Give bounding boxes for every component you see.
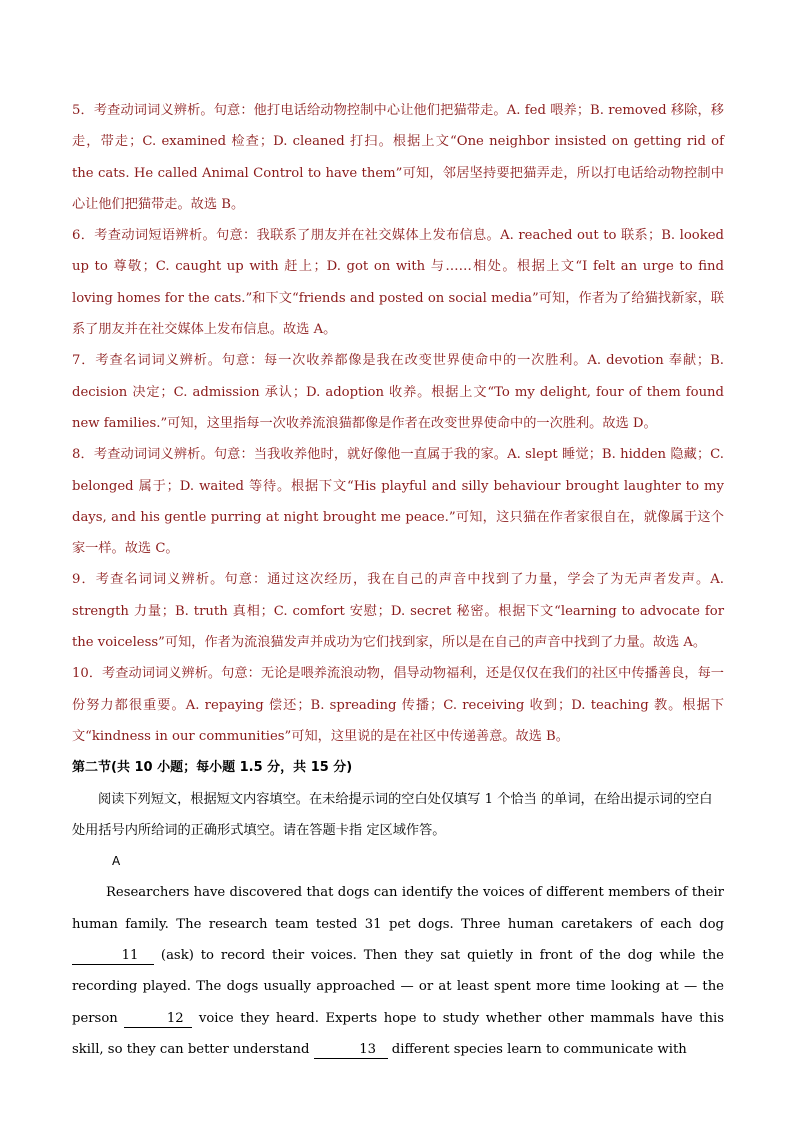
explanation-item-5: 5．考查动词词义辨析。句意：他打电话给动物控制中心让他们把猫带走。A. fed 喂养；B. removed 移除，移走，带走；C. examined 检查；D. cleaned 打扫。根据上文“One neighbor insisted on getting rid of the cats. He called Animal Control to have them”可知，邻居坚持要把猫弄走，所以打电话给动物控制中心让他们把猫带走。故选 B。 [72, 103, 724, 212]
answer-blank-13: 13 [314, 1042, 388, 1059]
explanation-item-10: 10．考查动词词义辨析。句意：无论是喂养流浪动物，倡导动物福利，还是仅仅在我们的社区中传播善良，每一份努力都很重要。A. repaying 偿还；B. spreading 传播；C. receiving 收到；D. teaching 教。根据下文“kindness in our communities”可知，这里说的是在社区中传递善意。故选 B。 [72, 666, 724, 744]
section-instruction: 阅读下列短文，根据短文内容填空。在未给提示词的空白处仅填写 1 个恰当 的单词，在给出提示词的空白处用括号内所给词的正确形式填空。请在答题卡指 定区域作答。 [72, 791, 713, 838]
passage-segment: Researchers have discovered that dogs can identify the voices of different members of their human family. The research team tested 31 pet dogs. Three human caretakers of each dog [72, 885, 724, 932]
answer-blank-11: 11 [72, 948, 154, 965]
passage-segment: different species learn to communicate with [387, 1041, 687, 1057]
explanation-item-7: 7．考查名词词义辨析。句意：每一次收养都像是我在改变世界使命中的一次胜利。A. devotion 奉献；B. decision 决定；C. admission 承认；D. adoption 收养。根据上文“To my delight, four of them found new families.”可知，这里指每一次收养流浪猫都像是作者在改变世界使命中的一次胜利。故选 D。 [72, 353, 724, 431]
explanation-item-9: 9．考查名词词义辨析。句意：通过这次经历，我在自己的声音中找到了力量，学会了为无声者发声。A. strength 力量；B. truth 真相；C. comfort 安慰；D. secret 秘密。根据下文“learning to advocate for the voiceless”可知，作者为流浪猫发声并成功为它们找到家，所以是在自己的声音中找到了力量。故选 A。 [72, 572, 724, 651]
explanation-item-8: 8．考查动词词义辨析。句意：当我收养他时，就好像他一直属于我的家。A. slept 睡觉；B. hidden 隐藏；C. belonged 属于；D. waited 等待。根据下文“His playful and silly behaviour brought laughter to my days, and his gentle purring at night brought me peace.”可知，这只猫在作者家很自在，就像属于这个家一样。故选 C。 [72, 447, 724, 557]
section-heading: 第二节(共 10 小题；每小题 1.5 分，共 15 分) [72, 760, 353, 776]
passage-label: A [112, 854, 121, 869]
passage-text [72, 877, 724, 1065]
answer-blank-12: 12 [124, 1011, 192, 1028]
passage-segment: voice they heard. Experts hope to study whether other mammals have this skill, so they can better understand [72, 1010, 724, 1057]
page-content [72, 95, 724, 1065]
passage-segment: (ask) to record their voices. Then they sat quietly in front of the dog while the recording played. The dogs usually approached — or at least spent more time looking at — the person [72, 948, 724, 1026]
explanation-item-6: 6．考查动词短语辨析。句意：我联系了朋友并在社交媒体上发布信息。A. reached out to 联系；B. looked up to 尊敬；C. caught up with 赶上；D. got on with 与……相处。根据上文“I felt an urge to find loving homes for the cats.”和下文“friends and posted on social media”可知，作者为了给猫找新家，联系了朋友并在社交媒体上发布信息。故选 A。 [72, 228, 724, 338]
